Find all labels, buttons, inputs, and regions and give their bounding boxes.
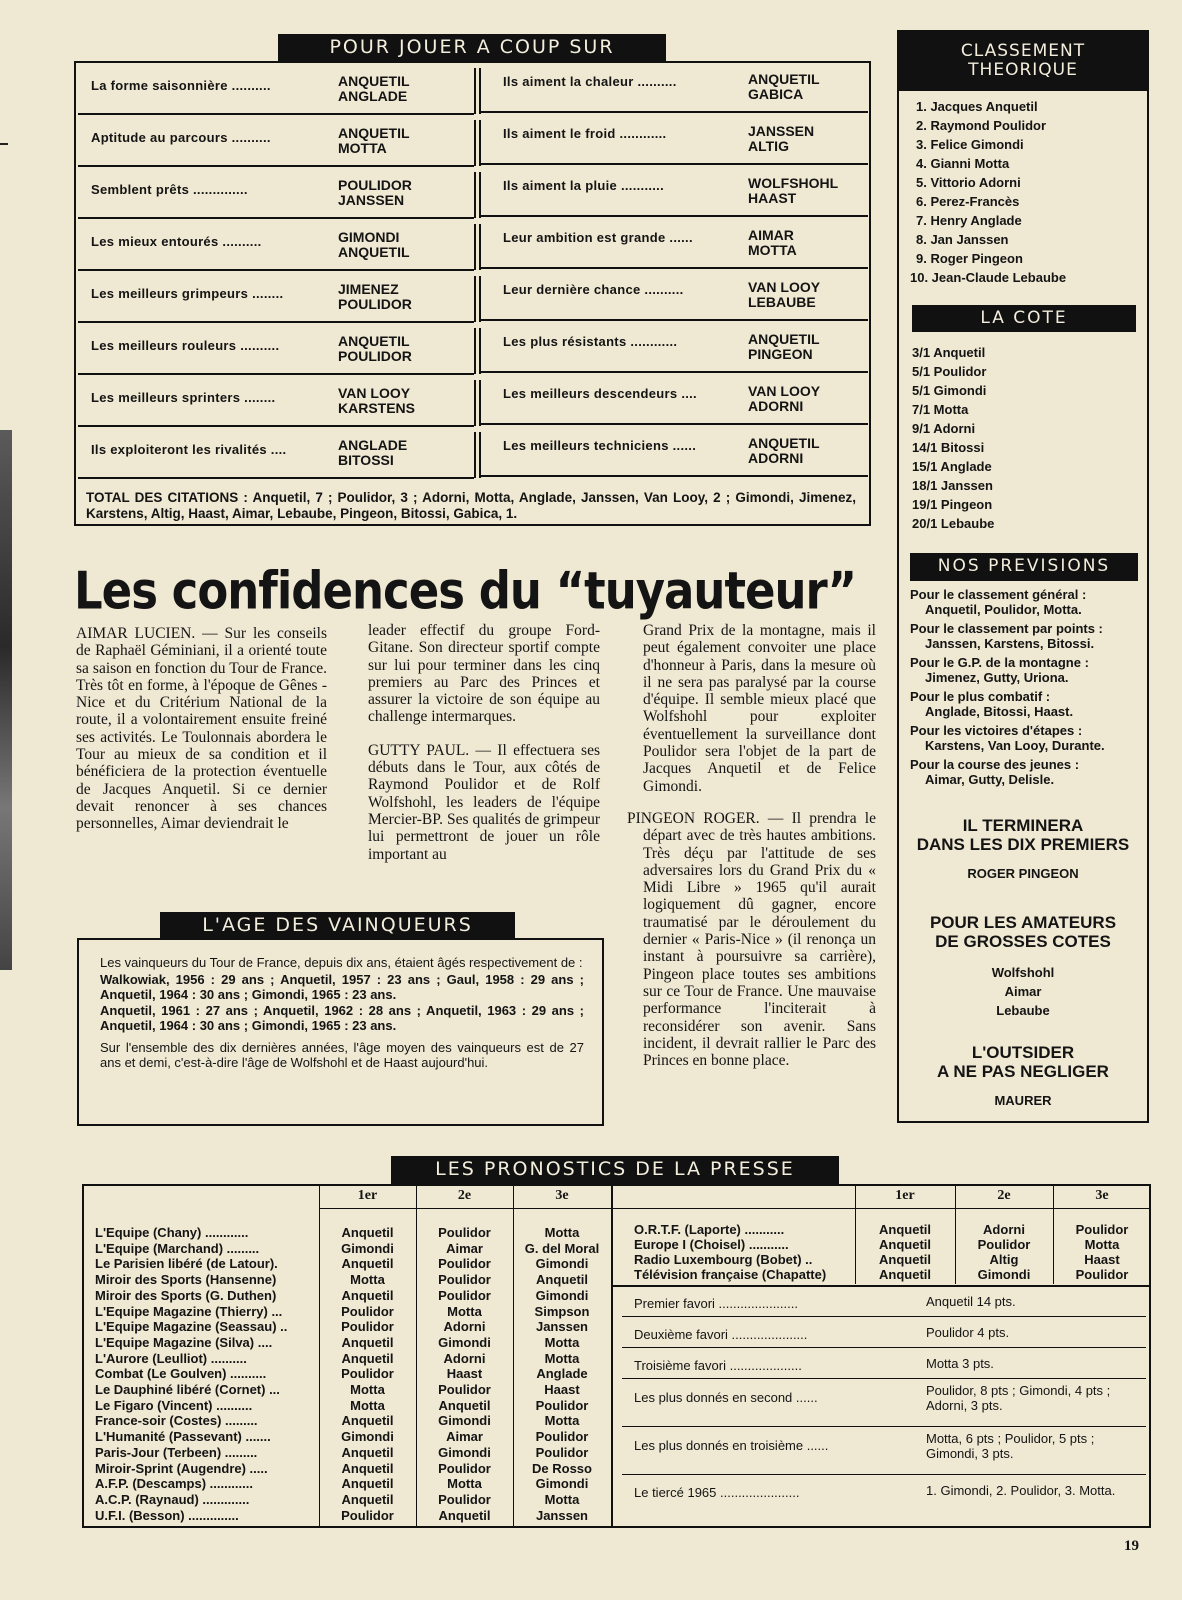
- presse-rule-d: [611, 1184, 613, 1528]
- cote-item: 14/1 Bitossi: [912, 440, 985, 455]
- cote-item: 3/1 Anquetil: [912, 345, 986, 360]
- presse-pick-2: Adorni: [443, 1350, 486, 1366]
- coup-sur-divider-a: [474, 328, 476, 374]
- presse-pick-3: G. del Moral: [524, 1240, 600, 1256]
- presse-pick-3: Haast: [544, 1382, 580, 1397]
- presse-source: L'Equipe Magazine (Thierry) ...: [95, 1303, 283, 1319]
- dix-premiers-line2: DANS LES DIX PREMIERS: [916, 835, 1130, 854]
- presse-source: Miroir-Sprint (Augendre) .....: [95, 1460, 268, 1476]
- presse-pick-2: Poulidor: [438, 1225, 491, 1240]
- outsider-line1: L'OUTSIDER: [971, 1043, 1075, 1062]
- presse-pick-1: Anquetil: [341, 1476, 394, 1492]
- amateurs-line1: POUR LES AMATEURS: [929, 913, 1117, 932]
- prevision-label: Pour les victoires d'étapes :: [910, 723, 1083, 738]
- coup-sur-divider-a: [474, 68, 476, 114]
- presse-pick-3: Janssen: [535, 1319, 589, 1335]
- presse-summary-value: Motta 3 pts.: [926, 1356, 994, 1371]
- coup-sur-right-value-1: VAN LOOY: [748, 279, 821, 295]
- presse-source: Le Figaro (Vincent) ..........: [95, 1397, 253, 1413]
- prevision-names: Aimar, Gutty, Delisle.: [925, 772, 1055, 787]
- prevision-item: [910, 689, 1142, 719]
- presse-summary-rule: [622, 1347, 1146, 1348]
- coup-sur-left-value-1: ANQUETIL: [338, 73, 410, 89]
- article-col2-p2: GUTTY PAUL. — Il effectuera ses débuts dans le Tour, aux côtés de Raymond Poulidor et de Rolf Wolfshohl, les leaders de l'équipe Mercier-BP. Ses qualités de grimpeur lui permettront de jouer un rôle important au: [368, 741, 600, 863]
- coup-sur-left-value-2: MOTTA: [338, 140, 387, 156]
- presse-source: L'Aurore (Leulliot) ..........: [95, 1350, 247, 1366]
- previsions-list: [910, 587, 1142, 791]
- classement-list: [910, 97, 1066, 287]
- presse-pick-1: Anquetil: [341, 1287, 394, 1303]
- coup-sur-divider-b: [479, 224, 481, 270]
- presse-pick-3: Motta: [544, 1225, 580, 1240]
- coup-sur-divider-a: [474, 224, 476, 270]
- cote-title: LA COTE: [912, 305, 1136, 332]
- article-col2: [368, 622, 600, 863]
- presse-pick-2: Aimar: [446, 1240, 483, 1256]
- classement-item: 4. Gianni Motta: [916, 156, 1010, 171]
- coup-sur-right-value-2: LEBAUBE: [748, 294, 816, 310]
- coup-sur-left-value-1: GIMONDI: [338, 229, 400, 245]
- classement-item: 2. Raymond Poulidor: [916, 118, 1047, 133]
- coup-sur-left-value-1: VAN LOOY: [338, 385, 411, 401]
- coup-sur-right-value-1: WOLFSHOHL: [748, 175, 839, 191]
- presse-source: U.F.I. (Besson) ..............: [95, 1507, 239, 1523]
- coup-sur-row-rule-right: [481, 319, 868, 321]
- presse-source: L'Humanité (Passevant) .......: [95, 1429, 271, 1445]
- coup-sur-right-label: Leur ambition est grande ......: [503, 230, 693, 245]
- coup-sur-left-value-2: ANQUETIL: [338, 244, 410, 260]
- coup-sur-divider-b: [479, 276, 481, 322]
- coup-sur-divider-b: [479, 328, 481, 374]
- coup-sur-right-value-2: PINGEON: [748, 346, 813, 362]
- coup-sur-left-value-1: ANGLADE: [338, 437, 408, 453]
- presse-pick-1: Anquetil: [879, 1222, 931, 1237]
- coup-sur-right-value-2: GABICA: [748, 86, 804, 102]
- presse-summary-value: Poulidor 4 pts.: [926, 1325, 1010, 1340]
- coup-sur-right-label: Les meilleurs techniciens ......: [503, 438, 697, 453]
- presse-title: LES PRONOSTICS DE LA PRESSE: [391, 1156, 839, 1185]
- presse-pick-1: Anquetil: [341, 1460, 394, 1476]
- coup-sur-row-rule-left: [78, 373, 474, 375]
- presse-pick-3: Gimondi: [535, 1256, 589, 1272]
- coup-sur-row-rule-right: [481, 371, 868, 373]
- presse-head-2: 2e: [457, 1188, 472, 1203]
- presse-pick-1: Gimondi: [341, 1429, 394, 1445]
- presse-pick-1: Anquetil: [341, 1225, 394, 1240]
- presse-pick-2: Poulidor: [438, 1491, 491, 1507]
- presse-summary-rule: [622, 1474, 1146, 1475]
- amateur-name: Lebaube: [996, 1003, 1050, 1018]
- presse-source: Le Dauphiné libéré (Cornet) ...: [95, 1382, 280, 1397]
- presse-head-1: 1er: [357, 1188, 378, 1203]
- coup-sur-divider-a: [474, 276, 476, 322]
- classement-item: 6. Perez-Francès: [916, 194, 1020, 209]
- classement-item: 5. Vittorio Adorni: [916, 175, 1021, 190]
- classement-item: 7. Henry Anglade: [916, 213, 1022, 228]
- presse-source: Miroir des Sports (G. Duthen): [95, 1287, 277, 1303]
- presse-pick-2: Poulidor: [438, 1287, 491, 1303]
- presse-source: Le Parisien libéré (de Latour).: [95, 1256, 278, 1272]
- presse-source: France-soir (Costes) .........: [95, 1413, 258, 1429]
- presse-pick-3: Janssen: [535, 1507, 589, 1523]
- coup-sur-divider-a: [474, 172, 476, 218]
- presse-pick-1: Poulidor: [341, 1507, 394, 1523]
- coup-sur-row-rule-right: [481, 423, 868, 425]
- presse-pick-3: Anquetil: [536, 1272, 588, 1288]
- presse-pick-2: Poulidor: [438, 1272, 491, 1288]
- coup-sur-divider-a: [474, 432, 476, 478]
- presse-pick-1: Poulidor: [341, 1319, 394, 1335]
- presse-pick-3: Poulidor: [1075, 1267, 1129, 1282]
- coup-sur-row-rule-left: [78, 113, 474, 115]
- coup-sur-divider-a: [474, 120, 476, 166]
- article-col2-p1: leader effectif du groupe Ford-Gitane. Son directeur sportif compte sur lui pour terminer dans les cinq premiers au Parc des Princes et assurer la victoire de son équipe au challenge intermarques.: [368, 622, 600, 726]
- outsider-line2: A NE PAS NEGLIGER: [937, 1062, 1109, 1081]
- presse-pick-2: Poulidor: [438, 1460, 491, 1476]
- presse-pick-2: Poulidor: [438, 1382, 491, 1397]
- cote-item: 18/1 Janssen: [912, 478, 993, 493]
- coup-sur-right-value-1: AIMAR: [748, 227, 794, 243]
- article-headline: Les confidences du “tuyauteur”: [74, 560, 857, 621]
- presse-pick-3: Haast: [1084, 1252, 1120, 1267]
- presse-source: L'Equipe (Chany) ............: [95, 1225, 249, 1240]
- presse-source: A.F.P. (Descamps) ............: [95, 1476, 253, 1492]
- presse-pick-1: Anquetil: [341, 1491, 394, 1507]
- presse-source: Combat (Le Goulven) ..........: [95, 1366, 267, 1382]
- presse-summary-label: Le tiercé 1965 ......................: [634, 1485, 800, 1500]
- presse-head-r3: 3e: [1095, 1188, 1109, 1203]
- coup-sur-left-value-1: ANQUETIL: [338, 125, 410, 141]
- presse-summary-label: Deuxième favori .....................: [634, 1327, 808, 1342]
- coup-sur-title: POUR JOUER A COUP SUR: [278, 34, 666, 63]
- presse-pick-2: Gimondi: [438, 1444, 491, 1460]
- coup-sur-left-value-2: KARSTENS: [338, 400, 416, 416]
- prevision-names: Janssen, Karstens, Bitossi.: [925, 636, 1095, 651]
- presse-source: L'Equipe (Marchand) .........: [95, 1240, 260, 1256]
- prevision-names: Karstens, Van Looy, Durante.: [925, 738, 1105, 753]
- presse-pick-2: Haast: [446, 1366, 483, 1382]
- cote-item: 7/1 Motta: [912, 402, 969, 417]
- coup-sur-right-label: Ils aiment la pluie ...........: [503, 178, 665, 193]
- presse-pick-3: De Rosso: [532, 1460, 592, 1476]
- age-line-1: Walkowiak, 1956 : 29 ans ; Anquetil, 1957 : 23 ans ; Gaul, 1958 : 29 ans ; Anquetil, 1964 : 30 ans ; Gimondi, 1965 : 23 ans.: [100, 971, 584, 1002]
- presse-summary-value: Motta, 6 pts ; Poulidor, 5 pts ; Gimondi, 3 pts.: [926, 1431, 1095, 1461]
- coup-sur-left-label: Ils exploiteront les rivalités ....: [91, 442, 287, 457]
- presse-pick-2: Motta: [447, 1303, 482, 1319]
- presse-pick-3: Motta: [544, 1491, 580, 1507]
- presse-summary-value: Poulidor, 8 pts ; Gimondi, 4 pts ; Adorni, 3 pts.: [926, 1383, 1111, 1413]
- coup-sur-divider-b: [479, 380, 481, 426]
- coup-sur-divider-b: [479, 432, 481, 478]
- cote-item: 19/1 Pingeon: [912, 497, 993, 512]
- presse-source: Miroir des Sports (Hansenne): [95, 1272, 277, 1288]
- presse-pick-2: Gimondi: [438, 1334, 491, 1350]
- presse-pick-3: Motta: [544, 1350, 580, 1366]
- cote-item: 15/1 Anglade: [912, 459, 992, 474]
- presse-pick-2: Gimondi: [438, 1413, 491, 1429]
- coup-sur-row-rule-right: [481, 163, 868, 165]
- presse-pick-2: Anquetil: [438, 1397, 491, 1413]
- classement-item: 10. Jean-Claude Lebaube: [910, 270, 1067, 285]
- prevision-item: [910, 621, 1142, 651]
- presse-source: Paris-Jour (Terbeen) .........: [95, 1444, 258, 1460]
- prevision-item: [910, 757, 1142, 787]
- coup-sur-left-value-1: ANQUETIL: [338, 333, 410, 349]
- cote-list: [912, 343, 994, 533]
- dix-premiers-name: ROGER PINGEON: [967, 866, 1079, 881]
- cote-item: 9/1 Adorni: [912, 421, 976, 436]
- presse-head-3: 3e: [555, 1188, 569, 1203]
- presse-pick-1: Anquetil: [879, 1237, 931, 1252]
- article-col3-p2: PINGEON ROGER. — Il prendra le départ avec de très hautes ambitions. Très déçu par l'attitude de ses adversaires lors du Grand Prix du « Midi Libre » 1965 qu'il aurait logiquement dû gagner, encore traumatisé par le déroulement du dernier « Paris-Nice » (il renonça un instant à poursuivre sa carrière), Pingeon place toutes ses ambitions sur ce Tour de France. Une mauvaise performance l'inciterait à reconsidérer son avenir. Sans incident, il devrait rallier le Parc des Princes en bonne place.: [627, 809, 876, 1070]
- prevision-names: Anquetil, Poulidor, Motta.: [925, 602, 1082, 617]
- coup-sur-left-label: Les mieux entourés ..........: [91, 234, 262, 249]
- coup-sur-left-label: Les meilleurs sprinters ........: [91, 390, 276, 405]
- presse-source: A.C.P. (Raynaud) .............: [95, 1491, 250, 1507]
- presse-summary-rule: [622, 1316, 1146, 1317]
- presse-pick-2: Motta: [447, 1476, 482, 1492]
- presse-pick-1: Anquetil: [341, 1256, 394, 1272]
- presse-pick-3: Poulidor: [535, 1397, 589, 1413]
- cote-item: 5/1 Poulidor: [912, 364, 987, 379]
- prevision-names: Jimenez, Gutty, Uriona.: [925, 670, 1069, 685]
- coup-sur-right-value-1: ANQUETIL: [748, 331, 820, 347]
- amateur-name: Wolfshohl: [991, 965, 1055, 980]
- presse-header-rule: [319, 1208, 1151, 1209]
- age-content: [100, 955, 584, 1071]
- presse-right-rule: [612, 1285, 1151, 1287]
- coup-sur-right-value-1: ANQUETIL: [748, 71, 820, 87]
- prevision-item: [910, 723, 1142, 753]
- coup-sur-right-label: Les meilleurs descendeurs ....: [503, 386, 697, 401]
- presse-summary-label: Troisième favori ....................: [634, 1358, 802, 1373]
- coup-sur-right-label: Ils aiment le froid ............: [503, 126, 667, 141]
- presse-pick-1: Gimondi: [341, 1240, 394, 1256]
- presse-pick-3: Motta: [544, 1413, 580, 1429]
- coup-sur-left-label: Semblent prêts ..............: [91, 182, 248, 197]
- coup-sur-divider-b: [479, 120, 481, 166]
- amateurs-block: [900, 913, 1146, 1020]
- presse-pick-2: Adorni: [983, 1222, 1025, 1237]
- coup-sur-row-rule-left: [78, 425, 474, 427]
- presse-source: L'Equipe Magazine (Seassau) ..: [95, 1319, 288, 1335]
- coup-sur-right-value-2: HAAST: [748, 190, 797, 206]
- presse-summary-rule: [622, 1426, 1146, 1427]
- presse-pick-1: Anquetil: [879, 1252, 931, 1267]
- coup-sur-right-label: Ils aiment la chaleur ..........: [503, 74, 677, 89]
- cote-item: 20/1 Lebaube: [912, 516, 995, 531]
- classement-item: 8. Jan Janssen: [916, 232, 1009, 247]
- presse-summary-value: 1. Gimondi, 2. Poulidor, 3. Motta.: [926, 1483, 1116, 1498]
- classement-item: 9. Roger Pingeon: [916, 251, 1023, 266]
- coup-sur-right-value-2: ADORNI: [748, 398, 804, 414]
- coup-sur-left-value-2: POULIDOR: [338, 296, 412, 312]
- presse-source: O.R.T.F. (Laporte) ...........: [634, 1222, 785, 1237]
- presse-pick-3: Motta: [544, 1334, 580, 1350]
- presse-summary-rule: [622, 1378, 1146, 1379]
- presse-pick-3: Simpson: [534, 1303, 590, 1319]
- coup-sur-right-label: Les plus résistants ............: [503, 334, 678, 349]
- presse-pick-2: Adorni: [443, 1319, 486, 1335]
- coup-sur-row-rule-right: [481, 267, 868, 269]
- coup-sur-right-value-1: JANSSEN: [748, 123, 815, 139]
- coup-sur-right-value-2: ADORNI: [748, 450, 804, 466]
- presse-pick-3: Poulidor: [1075, 1222, 1129, 1237]
- article-col3-p1: Grand Prix de la montagne, mais il peut également convoiter une place d'honneur à Paris, dans la mesure où il ne sera pas paralysé par la course d'équipe. Il semble mieux placé que Wolfshohl pour exploiter éventuellement la surveillance dont Poulidor sera l'objet de la part de Jacques Anquetil et de Felice Gimondi.: [643, 622, 876, 795]
- coup-sur-left-label: Aptitude au parcours ..........: [91, 130, 271, 145]
- cote-item: 5/1 Gimondi: [912, 383, 987, 398]
- presse-source: Télévision française (Chapatte): [634, 1267, 827, 1282]
- presse-pick-3: Poulidor: [535, 1429, 589, 1445]
- coup-sur-left-value-2: JANSSEN: [338, 192, 405, 208]
- age-title: L'AGE DES VAINQUEURS: [160, 912, 515, 939]
- classement-title-line1: CLASSEMENT: [960, 41, 1086, 61]
- coup-sur-total: TOTAL DES CITATIONS : Anquetil, 7 ; Poulidor, 3 ; Adorni, Motta, Anglade, Janssen, Van Looy, 2 ; Gimondi, Jimenez, Karstens, Altig, Haast, Aimar, Lebaube, Pingeon, Bitossi, Gabica, 1.: [86, 490, 856, 521]
- presse-pick-1: Motta: [350, 1272, 385, 1288]
- age-intro: Les vainqueurs du Tour de France, depuis dix ans, étaient âgés respectivement de :: [100, 955, 583, 970]
- presse-pick-2: Poulidor: [977, 1237, 1031, 1252]
- presse-pick-2: Poulidor: [438, 1256, 491, 1272]
- presse-source: Europe I (Choisel) ...........: [634, 1237, 789, 1252]
- coup-sur-left-label: Les meilleurs rouleurs ..........: [91, 338, 280, 353]
- outsider-name: MAURER: [994, 1093, 1052, 1108]
- prevision-label: Pour le G.P. de la montagne :: [910, 655, 1089, 670]
- presse-pick-1: Poulidor: [341, 1366, 394, 1382]
- coup-sur-right-value-2: MOTTA: [748, 242, 797, 258]
- presse-source: L'Equipe Magazine (Silva) ....: [95, 1334, 273, 1350]
- prevision-names: Anglade, Bitossi, Haast.: [925, 704, 1074, 719]
- amateurs-names: [900, 963, 1146, 1020]
- classement-item: 1. Jacques Anquetil: [916, 99, 1038, 114]
- coup-sur-left-label: Les meilleurs grimpeurs ........: [91, 286, 284, 301]
- coup-sur-row-rule-left: [78, 217, 474, 219]
- prevision-label: Pour le classement général :: [910, 587, 1087, 602]
- article-col1: AIMAR LUCIEN. — Sur les conseils de Raphaël Géminiani, il a orienté toute sa saison en fonction du Tour de France. Très tôt en forme, à l'époque de Gênes - Nice et du Critérium National de la route, il a volontairement ensuite freiné ses activités. Le Toulonnais abordera le Tour au mieux de sa condition et il bénéficiera de la protection éventuelle de Jacques Anquetil. Si ce dernier devait renoncer à ses chances personnelles, Aimar deviendrait le: [76, 625, 327, 833]
- coup-sur-right-value-1: VAN LOOY: [748, 383, 821, 399]
- prevision-item: [910, 587, 1142, 617]
- coup-sur-left-value-1: JIMENEZ: [338, 281, 399, 297]
- prevision-label: Pour le plus combatif :: [910, 689, 1051, 704]
- left-edge-mark: [0, 143, 8, 145]
- dix-premiers-block: [900, 816, 1146, 881]
- presse-pick-1: Anquetil: [341, 1350, 394, 1366]
- prevision-label: Pour le classement par points :: [910, 621, 1103, 636]
- coup-sur-row-rule-left: [78, 321, 474, 323]
- presse-pick-1: Anquetil: [879, 1267, 931, 1282]
- previsions-title: NOS PREVISIONS: [910, 553, 1138, 581]
- left-edge-photo-strip: [0, 430, 12, 970]
- presse-summary-label: Les plus donnés en troisième ......: [634, 1438, 829, 1453]
- age-line-2: Anquetil, 1961 : 27 ans ; Anquetil, 1962 : 28 ans ; Anquetil, 1963 : 29 ans ; Anquetil, 1964 : 30 ans ; Gimondi, 1965 : 23 ans.: [100, 1002, 584, 1033]
- presse-summary-label: Premier favori ......................: [634, 1296, 798, 1311]
- presse-pick-1: Anquetil: [341, 1444, 394, 1460]
- prevision-item: [910, 655, 1142, 685]
- coup-sur-left-value-1: POULIDOR: [338, 177, 412, 193]
- dix-premiers-line1: IL TERMINERA: [962, 816, 1084, 835]
- coup-sur-divider-b: [479, 172, 481, 218]
- presse-summary-value: Anquetil 14 pts.: [926, 1294, 1016, 1309]
- coup-sur-left-label: La forme saisonnière ..........: [91, 78, 271, 93]
- presse-pick-2: Altig: [989, 1252, 1019, 1267]
- coup-sur-row-rule-left: [78, 269, 474, 271]
- presse-pick-1: Anquetil: [341, 1413, 394, 1429]
- classement-title: [899, 31, 1147, 91]
- presse-source: Radio Luxembourg (Bobet) ..: [634, 1252, 813, 1267]
- page-number: 19: [1124, 1538, 1139, 1554]
- age-conclusion: Sur l'ensemble des dix dernières années, l'âge moyen des vainqueurs est de 27 ans et demi, c'est-à-dire l'âge de Wolfshohl et de Haast aujourd'hui.: [100, 1039, 584, 1070]
- outsider-block: [900, 1043, 1146, 1108]
- presse-head-r1: 1er: [895, 1188, 915, 1203]
- presse-pick-1: Anquetil: [341, 1334, 394, 1350]
- coup-sur-row-rule-right: [481, 111, 868, 113]
- presse-pick-2: Gimondi: [977, 1267, 1031, 1282]
- coup-sur-right-value-1: ANQUETIL: [748, 435, 820, 451]
- classement-item: 3. Felice Gimondi: [916, 137, 1024, 152]
- coup-sur-right-value-2: ALTIG: [748, 138, 789, 154]
- presse-pick-2: Aimar: [446, 1429, 483, 1445]
- presse-pick-1: Motta: [350, 1382, 385, 1397]
- coup-sur-row-rule-right: [481, 215, 868, 217]
- presse-pick-3: Gimondi: [535, 1476, 589, 1492]
- coup-sur-left-value-2: POULIDOR: [338, 348, 412, 364]
- coup-sur-left-value-2: BITOSSI: [338, 452, 394, 468]
- coup-sur-left-value-2: ANGLADE: [338, 88, 408, 104]
- article-col3: [627, 622, 876, 1069]
- presse-pick-3: Gimondi: [535, 1287, 589, 1303]
- presse-pick-2: Anquetil: [438, 1507, 491, 1523]
- presse-head-r2: 2e: [997, 1188, 1011, 1203]
- coup-sur-divider-b: [479, 68, 481, 114]
- coup-sur-divider-a: [474, 380, 476, 426]
- coup-sur-row-rule-left: [78, 477, 474, 479]
- presse-pick-1: Motta: [350, 1397, 385, 1413]
- coup-sur-row-rule-right: [481, 475, 868, 477]
- presse-summary-label: Les plus donnés en second ......: [634, 1390, 818, 1405]
- presse-pick-3: Poulidor: [535, 1444, 589, 1460]
- amateurs-line2: DE GROSSES COTES: [935, 932, 1111, 951]
- coup-sur-right-label: Leur dernière chance ..........: [503, 282, 684, 297]
- presse-pick-3: Motta: [1084, 1237, 1120, 1252]
- prevision-label: Pour la course des jeunes :: [910, 757, 1080, 772]
- coup-sur-row-rule-left: [78, 165, 474, 167]
- presse-pick-3: Anglade: [536, 1366, 588, 1382]
- amateur-name: Aimar: [1004, 984, 1042, 999]
- classement-title-line2: THEORIQUE: [968, 60, 1078, 80]
- presse-pick-1: Poulidor: [341, 1303, 394, 1319]
